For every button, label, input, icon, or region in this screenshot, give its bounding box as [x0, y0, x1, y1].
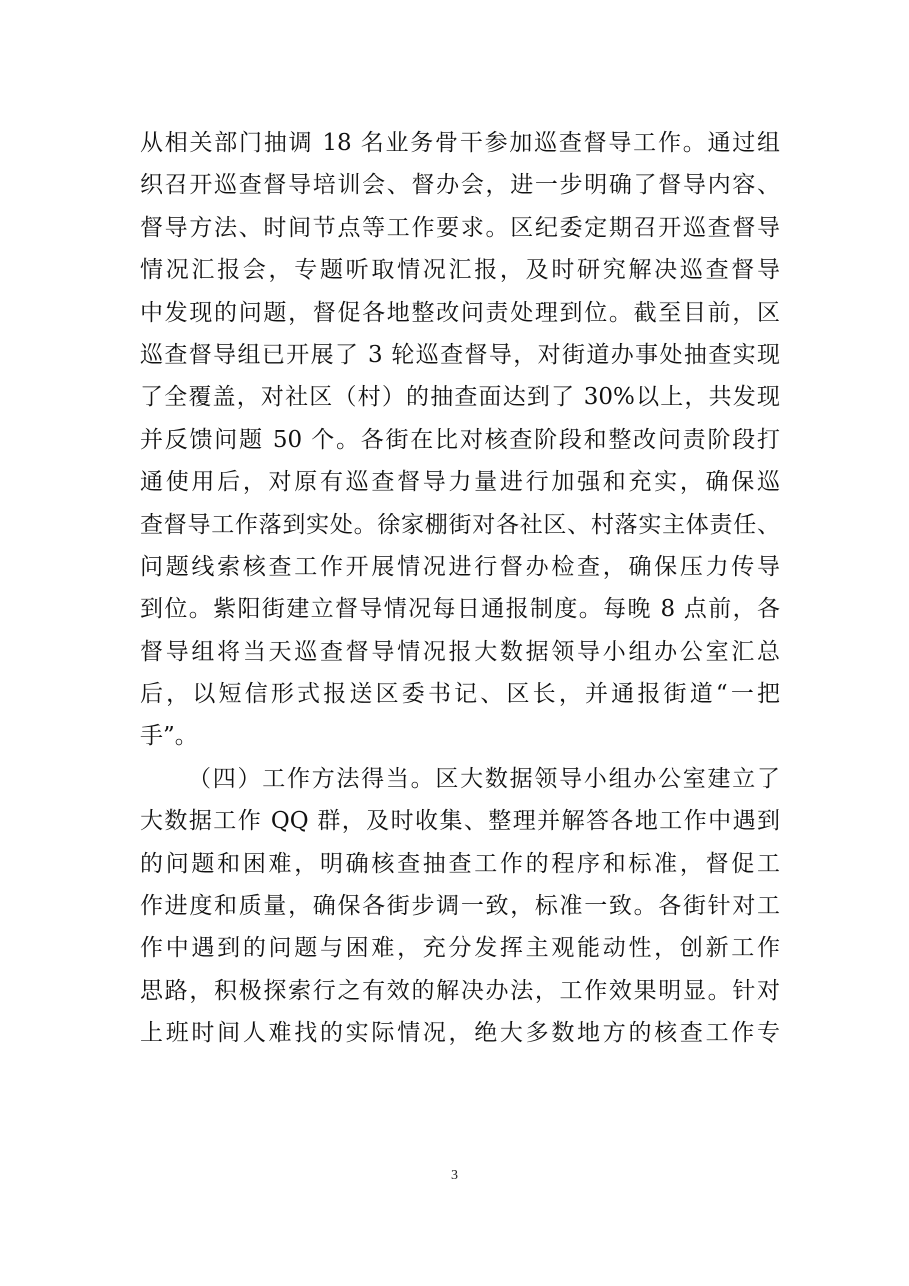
text-line: 了全覆盖，对社区（村）的抽查面达到了 30%以上，共发现 — [140, 384, 780, 411]
text-line: 从相关部门抽调 18 名业务骨干参加巡查督导工作。通过组 — [140, 130, 780, 156]
text-line: 督导组将当天巡查督导情况报大数据领导小组办公室汇总 — [140, 638, 780, 665]
text-line: 督导方法、时间节点等工作要求。区纪委定期召开巡查督导 — [140, 214, 780, 241]
text-line: 巡查督导组已开展了 3 轮巡查督导，对街道办事处抽查实现 — [140, 341, 780, 368]
text-line: 情况汇报会，专题听取情况汇报，及时研究解决巡查督导 — [140, 257, 780, 284]
page-number: 3 — [451, 1168, 458, 1183]
text-line: 大数据工作 QQ 群，及时收集、整理并解答各地工作中遇到 — [140, 808, 780, 835]
text-line: 到位。紫阳街建立督导情况每日通报制度。每晚 8 点前，各 — [140, 596, 780, 623]
text-line: 中发现的问题，督促各地整改问责处理到位。截至目前，区 — [140, 299, 780, 326]
text-line: 上班时间人难找的实际情况，绝大多数地方的核查工作专 — [140, 1020, 780, 1047]
text-line: 查督导工作落到实处。徐家棚街对各社区、村落实主体责任、 — [140, 511, 780, 538]
text-line: 并反馈问题 50 个。各街在比对核查阶段和整改问责阶段打 — [140, 426, 780, 453]
text-line: 通使用后，对原有巡查督导力量进行加强和充实，确保巡 — [140, 469, 780, 496]
text-line: 问题线索核查工作开展情况进行督办检查，确保压力传导 — [140, 553, 780, 580]
body-text — [140, 122, 780, 1055]
text-line: 作进度和质量，确保各街步调一致，标准一致。各街针对工 — [140, 893, 780, 920]
text-line: 织召开巡查督导培训会、督办会，进一步明确了督导内容、 — [140, 172, 780, 199]
text-line: 后，以短信形式报送区委书记、区长，并通报街道“一把 — [140, 681, 780, 708]
paragraph-2 — [140, 758, 780, 1055]
text-line: 作中遇到的问题与困难，充分发挥主观能动性，创新工作 — [140, 935, 780, 962]
text-line: 手”。 — [140, 723, 198, 750]
text-line: 的问题和困难，明确核查抽查工作的程序和标准，督促工 — [140, 850, 780, 877]
paragraph-1 — [140, 122, 780, 758]
text-line: 思路，积极探索行之有效的解决办法，工作效果明显。针对 — [140, 977, 780, 1004]
text-line: （四）工作方法得当。区大数据领导小组办公室建立了 — [188, 765, 780, 792]
